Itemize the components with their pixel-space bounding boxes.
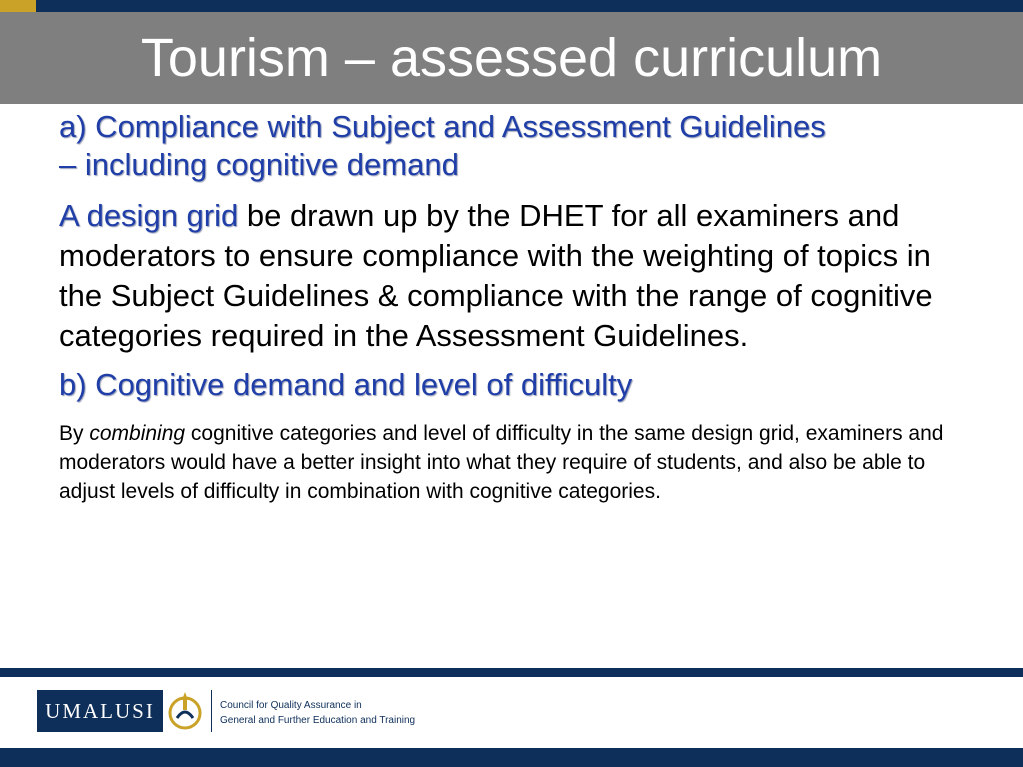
design-grid-highlight: A design grid: [59, 198, 239, 233]
combining-start: By: [59, 422, 90, 445]
council-line2: General and Further Education and Training: [220, 715, 416, 726]
section-a-heading-line2: – including cognitive demand: [59, 147, 459, 182]
council-text: [220, 698, 415, 728]
title-bar: [0, 12, 1023, 104]
design-grid-paragraph: [59, 196, 969, 356]
section-b-heading: b) Cognitive demand and level of difficulty: [59, 367, 633, 402]
footer-bottom-bar: [0, 748, 1023, 767]
section-a-heading: [59, 108, 969, 184]
combining-rest: cognitive categories and level of difficulty in the same design grid, examiners and moderators would have a better insight into what they require of students, and also be able to adjust levels of difficulty in combination with cognitive categories.: [59, 422, 944, 503]
umalusi-emblem-icon: [165, 688, 205, 734]
slide-content: [59, 108, 969, 506]
slide-title: Tourism – assessed curriculum: [140, 28, 883, 88]
council-line1: Council for Quality Assurance in: [220, 700, 362, 711]
design-grid-text: be drawn up by the DHET for all examiners and moderators to ensure compliance with the weighting of topics in the Subject Guidelines & compliance with the range of cognitive categories required in the Assessment Guidelines.: [59, 198, 933, 353]
gold-accent-block: [0, 0, 36, 12]
umalusi-logo: UMALUSI: [37, 690, 163, 732]
combining-paragraph: [59, 419, 969, 506]
footer-divider-bar: [0, 668, 1023, 677]
combining-emphasis: combining: [89, 422, 186, 445]
section-a-heading-line1: a) Compliance with Subject and Assessment Guidelines: [59, 109, 826, 144]
top-accent-bar: [0, 0, 1023, 12]
footer-logo-divider: [211, 690, 212, 732]
